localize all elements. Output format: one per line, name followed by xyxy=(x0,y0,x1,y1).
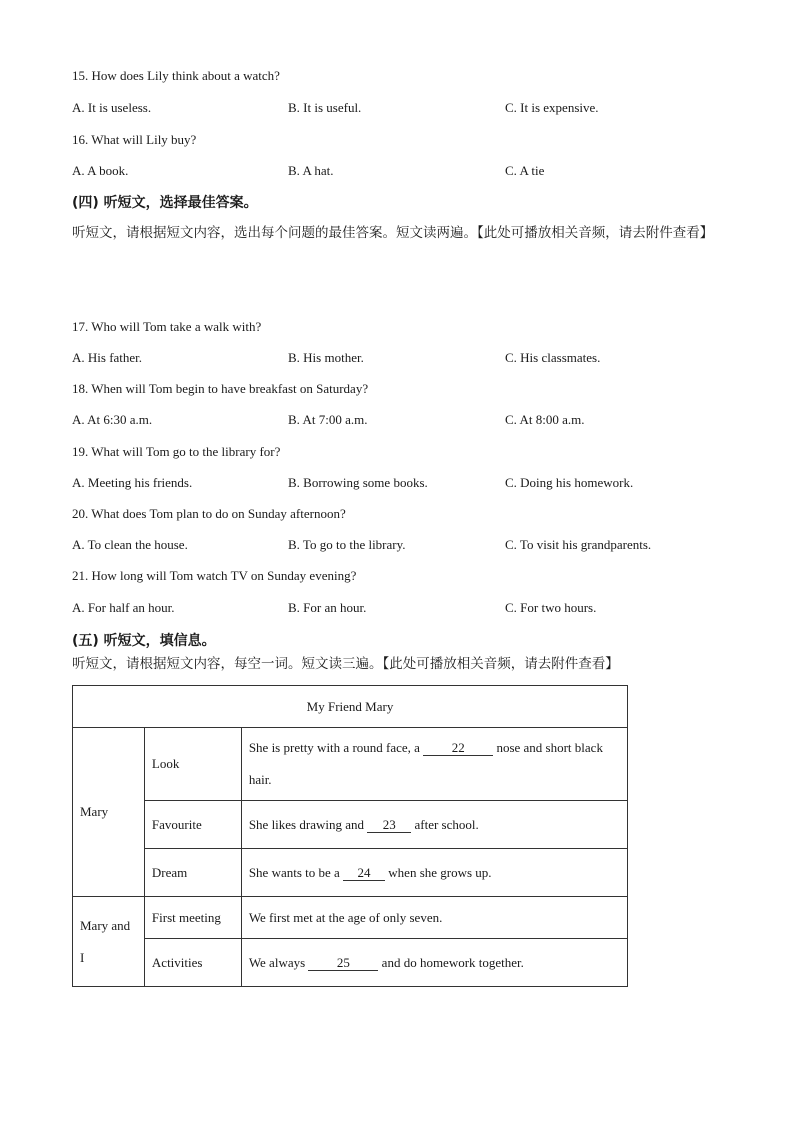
blank-24[interactable]: 24 xyxy=(343,866,385,881)
favourite-text-post: after school. xyxy=(411,816,479,832)
question-20: 20. What does Tom plan to do on Sunday afternoon? xyxy=(72,506,346,521)
q18-option-c: C. At 8:00 a.m. xyxy=(505,412,585,427)
row-label-dream: Dream xyxy=(144,849,241,897)
row-label-first-meeting: First meeting xyxy=(144,897,241,939)
question-17: 17. Who will Tom take a walk with? xyxy=(72,319,262,334)
group-mary-and-i: Mary and I xyxy=(73,897,145,987)
q17-option-a: A. His father. xyxy=(72,350,143,365)
info-table xyxy=(72,685,628,987)
q18-option-a: A. At 6:30 a.m. xyxy=(72,412,153,427)
q17-option-b: B. His mother. xyxy=(288,350,364,365)
blank-22[interactable]: 22 xyxy=(423,741,493,756)
q16-option-a: A. A book. xyxy=(72,163,129,178)
question-16: 16. What will Lily buy? xyxy=(72,132,197,147)
q18-option-b: B. At 7:00 a.m. xyxy=(288,412,368,427)
section-5-instruction: 听短文，请根据短文内容，每空一词。短文读三遍。【此处可播放相关音频，请去附件查看】 xyxy=(72,656,619,672)
q20-option-b: B. To go to the library. xyxy=(288,537,406,552)
dream-text-pre: She wants to be a xyxy=(248,864,344,880)
row-content-favourite xyxy=(241,801,627,849)
q15-option-c: C. It is expensive. xyxy=(505,100,599,115)
row-content-look xyxy=(241,728,627,801)
q21-option-c: C. For two hours. xyxy=(505,600,597,615)
row-content-activities xyxy=(241,939,627,987)
q15-option-b: B. It is useful. xyxy=(288,100,362,115)
row-content-first-meeting: We first met at the age of only seven. xyxy=(241,897,627,939)
q21-option-a: A. For half an hour. xyxy=(72,600,175,615)
group-mary: Mary xyxy=(73,728,145,897)
activities-text-post: and do homework together. xyxy=(378,954,524,970)
favourite-text-pre: She likes drawing and xyxy=(248,816,368,832)
section-5-heading: (五) 听短文，填信息。 xyxy=(72,633,216,649)
q21-option-b: B. For an hour. xyxy=(288,600,367,615)
look-text-pre: She is pretty with a round face, a xyxy=(248,740,424,755)
question-15: 15. How does Lily think about a watch? xyxy=(72,68,280,83)
row-content-dream xyxy=(241,849,627,897)
row-label-favourite: Favourite xyxy=(144,801,241,849)
question-19: 19. What will Tom go to the library for? xyxy=(72,444,281,459)
q20-option-a: A. To clean the house. xyxy=(72,537,188,552)
activities-text-pre: We always xyxy=(248,954,309,970)
blank-25[interactable]: 25 xyxy=(308,956,378,971)
blank-23[interactable]: 23 xyxy=(367,818,411,833)
section-4-instruction: 听短文，请根据短文内容，选出每个问题的最佳答案。短文读两遍。【此处可播放相关音频，请去附件查看】 xyxy=(72,225,714,241)
dream-text-post: when she grows up. xyxy=(385,864,492,880)
row-label-activities: Activities xyxy=(144,939,241,987)
q16-option-c: C. A tie xyxy=(505,163,545,178)
row-label-look: Look xyxy=(144,728,241,801)
look-text-post: nose and short black hair. xyxy=(248,740,603,787)
q19-option-a: A. Meeting his friends. xyxy=(72,475,193,490)
q15-option-a: A. It is useless. xyxy=(72,100,152,115)
q16-option-b: B. A hat. xyxy=(288,163,334,178)
question-21: 21. How long will Tom watch TV on Sunday evening? xyxy=(72,568,357,583)
q20-option-c: C. To visit his grandparents. xyxy=(505,537,652,552)
q19-option-c: C. Doing his homework. xyxy=(505,475,634,490)
section-4-heading: (四) 听短文，选择最佳答案。 xyxy=(72,195,258,211)
q19-option-b: B. Borrowing some books. xyxy=(288,475,428,490)
question-18: 18. When will Tom begin to have breakfast on Saturday? xyxy=(72,381,369,396)
table-title: My Friend Mary xyxy=(73,686,628,728)
q17-option-c: C. His classmates. xyxy=(505,350,601,365)
